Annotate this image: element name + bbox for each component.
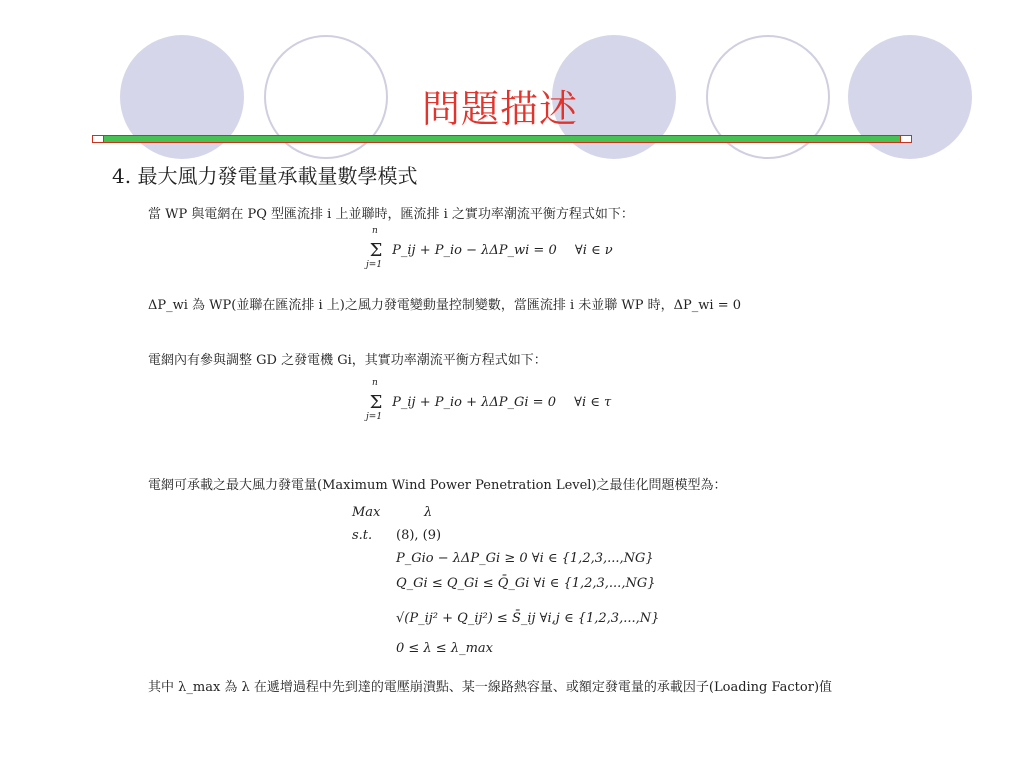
sigma-symbol: Σ bbox=[369, 240, 383, 261]
paragraph-4: 電網可承載之最大風力發電量(Maximum Wind Power Penetration Level)之最佳化問題模型為： bbox=[148, 478, 727, 493]
sum-upper-1: n bbox=[372, 226, 378, 236]
bar-cap-left bbox=[92, 135, 104, 143]
constraint-3: √(P_ij² + Q_ij²) ≤ S̄_ij ∀i,j ∈ {1,2,3,...,N} bbox=[396, 611, 660, 626]
slide-title: 問題描述 bbox=[421, 87, 578, 131]
section-heading: 4. 最大風力發電量承載量數學模式 bbox=[112, 164, 418, 188]
title-underline-bar bbox=[92, 135, 912, 143]
equation-2 bbox=[366, 378, 612, 422]
summation-1 bbox=[366, 226, 384, 270]
equation-1-body: P_ij + P_io − λΔP_wi = 0 bbox=[392, 243, 557, 258]
opt-max-label: Max bbox=[352, 505, 381, 520]
opt-refs: (8), (9) bbox=[396, 528, 442, 543]
summation-2 bbox=[366, 378, 384, 422]
sum-upper-2: n bbox=[372, 378, 378, 388]
bar-cap-right bbox=[900, 135, 912, 143]
opt-max-var: λ bbox=[424, 505, 433, 520]
sum-lower-1: j=1 bbox=[366, 260, 383, 270]
equation-2-condition: ∀i ∈ τ bbox=[574, 395, 612, 410]
constraint-4: 0 ≤ λ ≤ λ_max bbox=[396, 641, 493, 656]
sum-lower-2: j=1 bbox=[366, 412, 383, 422]
paragraph-1: 當 WP 與電網在 PQ 型匯流排 i 上並聯時，匯流排 i 之實功率潮流平衡方程式如下： bbox=[148, 207, 634, 222]
constraint-1: P_Gio − λΔP_Gi ≥ 0 ∀i ∈ {1,2,3,...,NG} bbox=[396, 551, 654, 566]
equation-1 bbox=[366, 226, 613, 270]
equation-2-body: P_ij + P_io + λΔP_Gi = 0 bbox=[392, 395, 556, 410]
constraint-2: Q_Gi ≤ Q_Gi ≤ Q̄_Gi ∀i ∈ {1,2,3,...,NG} bbox=[396, 576, 656, 591]
footer-note: 其中 λ_max 為 λ 在遞增過程中先到達的電壓崩潰點、某一線路熱容量、或額定發電量的承載因子(Loading Factor)值 bbox=[148, 680, 833, 695]
opt-st-label: s.t. bbox=[352, 528, 373, 543]
sigma-symbol-2: Σ bbox=[369, 392, 383, 413]
equation-1-condition: ∀i ∈ ν bbox=[574, 243, 613, 258]
paragraph-3: 電網內有參與調整 GD 之發電機 Gi，其實功率潮流平衡方程式如下： bbox=[148, 353, 547, 368]
paragraph-2: ΔP_wi 為 WP(並聯在匯流排 i 上)之風力發電變動量控制變數，當匯流排 i 未並聯 WP 時，ΔP_wi = 0 bbox=[148, 298, 742, 313]
